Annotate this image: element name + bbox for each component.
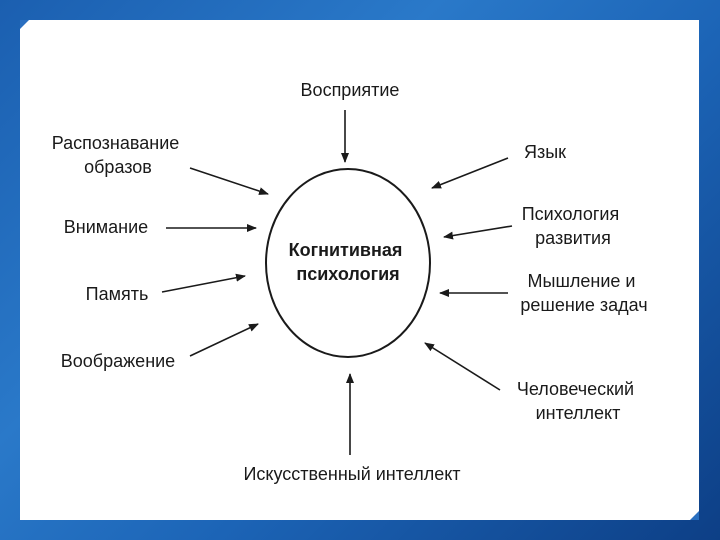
arrow-memory [162, 276, 245, 292]
node-pattern-recognition: Распознавание образов [51, 133, 180, 177]
arrow-language [432, 158, 508, 188]
arrow-imagination [190, 324, 258, 356]
node-memory: Память [85, 284, 149, 304]
node-developmental: Психология развития [521, 204, 620, 248]
node-attention: Внимание [63, 217, 149, 237]
arrow-pattern-recognition [190, 168, 268, 194]
node-ai: Искусственный интеллект [243, 464, 461, 484]
center-label: Когнитивная психология [288, 240, 403, 284]
node-human-intellect: Человеческий интеллект [516, 379, 635, 423]
arrow-human-intellect [425, 343, 500, 390]
node-imagination: Воображение [60, 351, 176, 371]
node-perception: Восприятие [300, 80, 400, 100]
node-thinking: Мышление и решение задач [520, 271, 648, 315]
node-language: Язык [523, 142, 567, 162]
center-ellipse [266, 169, 430, 357]
arrow-developmental [444, 226, 512, 237]
